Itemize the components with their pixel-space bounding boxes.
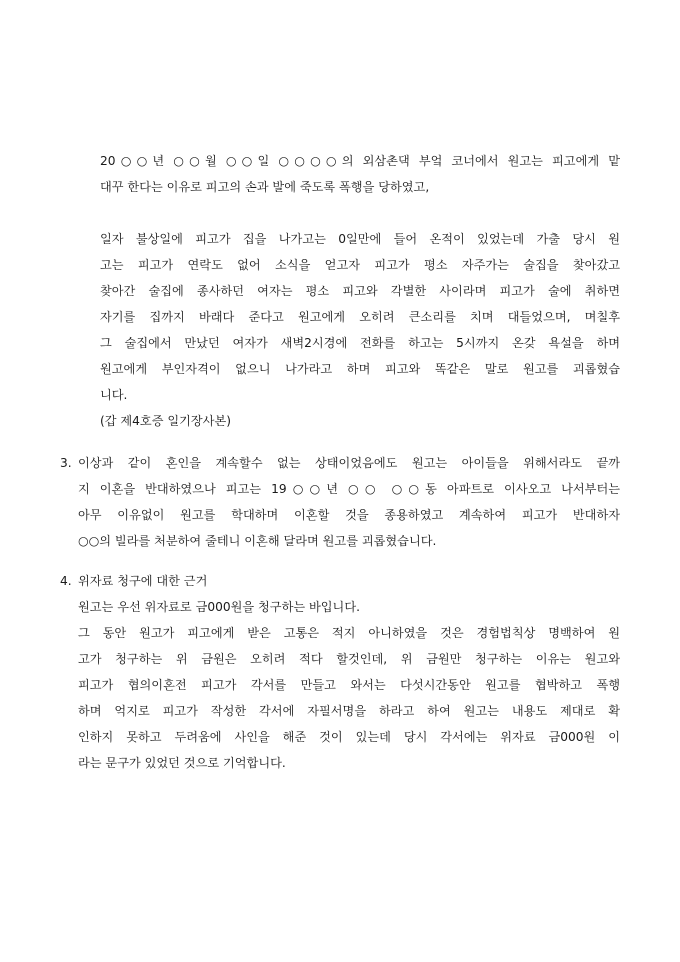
section-3-line: 이상과 같이 혼인을 계속할수 없는 상태이었음에도 원고는 아이들을 위해서라도 끝까 bbox=[78, 456, 620, 470]
paragraph-2-line: 원고에게 부인자격이 없으니 나가라고 하며 피고와 똑같은 말로 원고를 괴롭혔습 bbox=[100, 362, 620, 376]
section-4-heading: 위자료 청구에 대한 근거 bbox=[78, 574, 208, 588]
section-4-line: 원고는 우선 위자료로 금000원을 청구하는 바입니다. bbox=[78, 600, 360, 614]
section-4-line: 하며 억지로 피고가 작성한 각서에 자필서명을 하라고 하여 원고는 내용도 제대로 확 bbox=[78, 704, 620, 718]
section-4-line: 고가 청구하는 위 금원은 오히려 적다 할것인데, 위 금원만 청구하는 이유는 원고와 bbox=[78, 652, 620, 666]
evidence-note: (갑 제4호증 일기장사본) bbox=[100, 414, 231, 428]
section-4-line: 그 동안 원고가 피고에게 받은 고통은 적지 아니하였을 것은 경험법칙상 명백하여 원 bbox=[78, 626, 620, 640]
paragraph-1-line: 20○○년 ○○월 ○○일 ○○○○의 외삼촌댁 부엌 코너에서 원고는 피고에게 맡 bbox=[100, 154, 620, 168]
section-3-line: 아무 이유없이 원고를 학대하며 이혼할 것을 종용하였고 계속하여 피고가 반대하자 bbox=[78, 508, 620, 522]
section-3-line: ○○의 빌라를 처분하여 줄테니 이혼해 달라며 원고를 괴롭혔습니다. bbox=[78, 534, 437, 548]
paragraph-2-line: 일자 불상일에 피고가 집을 나가고는 0일만에 들어 온적이 있었는데 가출 당시 원 bbox=[100, 232, 620, 246]
paragraph-1-line: 대꾸 한다는 이유로 피고의 손과 발에 죽도록 폭행을 당하였고, bbox=[100, 180, 430, 194]
paragraph-2-line: 자기를 집까지 바래다 준다고 원고에게 오히려 큰소리를 치며 대들었으며, 며칠후 bbox=[100, 310, 620, 324]
paragraph-2-line: 찾아간 술집에 종사하던 여자는 평소 피고와 각별한 사이라며 피고가 술에 취하면 bbox=[100, 284, 620, 298]
section-4-line: 라는 문구가 있었던 것으로 기억합니다. bbox=[78, 756, 286, 770]
paragraph-2-line: 고는 피고가 연락도 없어 소식을 얻고자 피고가 평소 자주가는 술집을 찾아갔고 bbox=[100, 258, 620, 272]
section-3-number: 3. bbox=[60, 456, 72, 470]
paragraph-2-line: 그 술집에서 만났던 여자가 새벽2시경에 전화를 하고는 5시까지 온갖 욕설을 하며 bbox=[100, 336, 620, 350]
section-4-number: 4. bbox=[60, 574, 72, 588]
section-3-line: 지 이혼을 반대하였으나 피고는 19○○년 ○○ ○○동 아파트로 이사오고 나서부터는 bbox=[78, 482, 620, 496]
section-4-line: 인하지 못하고 두려움에 사인을 해준 것이 있는데 당시 각서에는 위자료 금000원 이 bbox=[78, 730, 620, 744]
paragraph-2-line: 니다. bbox=[100, 388, 128, 402]
section-4-line: 피고가 협의이혼전 피고가 각서를 만들고 와서는 다섯시간동안 원고를 협박하고 폭행 bbox=[78, 678, 620, 692]
